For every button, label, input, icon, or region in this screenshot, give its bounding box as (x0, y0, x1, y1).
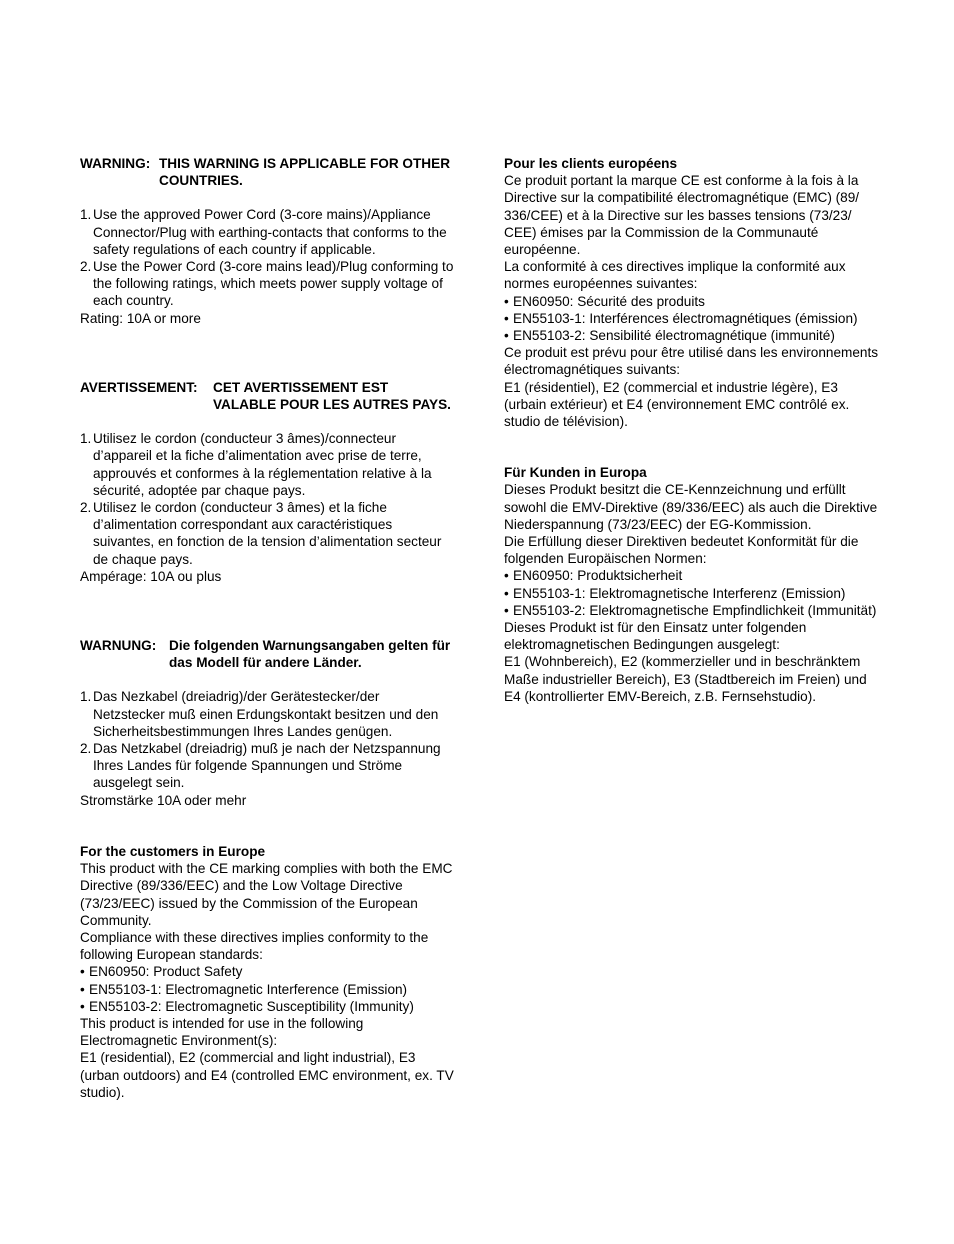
warning-fr-header (80, 379, 454, 413)
warning-en-rating: Rating: 10A or more (80, 310, 201, 326)
warning-fr-list (80, 430, 454, 568)
list-item: 2. Utilisez le cordon (conducteur 3 âmes) et la fiche d’alimentation correspondant aux caractéristiques suivantes, en fonction de la tension d’alimentation secteur de chaque pays. (80, 500, 442, 567)
europe-en-heading: For the customers in Europe (80, 843, 266, 859)
europe-fr-compliance: La conformité à ces directives implique la conformité aux normes européennes suivantes: (504, 259, 846, 292)
list-item: 2. Das Netzkabel (dreiadrig) muß je nach der Netzspannung Ihres Landes für folgende Spannungen und Ströme ausgelegt sein. (80, 741, 441, 791)
warning-de-list (80, 688, 454, 791)
list-item: 1. Use the approved Power Cord (3-core mains)/Appliance Connector/Plug with earthing-contacts that conforms to the safety regulations of each country if applicable. (80, 207, 447, 257)
warning-de-text: Die folgenden Warnungsangaben gelten für das Modell für andere Länder. (169, 638, 451, 671)
europe-de-env-intro: Dieses Produkt ist für den Einsatz unter folgenden elektromagnetischen Bedingungen ausgelegt: (504, 620, 807, 653)
europe-en-compliance: Compliance with these directives implies conformity to the following European standards: (80, 929, 429, 963)
europe-en-intro: This product with the CE marking complies with both the EMC Directive (89/336/EEC) and the Low Voltage Directive (73/23/EEC) issued by the Commission of the European Community. (80, 861, 453, 928)
warning-en-text: THIS WARNING IS APPLICABLE FOR OTHER COUNTRIES. (159, 156, 451, 189)
europe-fr-standards (504, 293, 880, 345)
europe-en-standards (80, 963, 454, 1015)
list-item: • EN55103-2: Elektromagnetische Empfindlichkeit (Immunität) (504, 602, 877, 618)
list-item: 2. Use the Power Cord (3-core mains lead)/Plug conforming to the following ratings, which meets power supply voltage of each country. (80, 259, 454, 309)
right-column (504, 155, 880, 705)
europe-fr-intro: Ce produit portant la marque CE est conforme à la fois à la Directive sur la compatibilité électromagnétique (EMC) (89/ 336/CEE) et à la Directive sur les basses tensions (73/23/ CEE) émises par la Commission de la Communauté européenne. (504, 173, 860, 258)
europe-fr-env-intro: Ce produit est prévu pour être utilisé dans les environnements électromagnétiques suivants: (504, 345, 879, 378)
list-item: • EN55103-2: Sensibilité électromagnétique (immunité) (504, 328, 835, 344)
list-item: 1. Das Nezkabel (dreiadrig)/der Gerätestecker/der Netzstecker muß einen Erdungskontakt besitzen und den Sicherheitsbestimmungen Ihres Landes genügen. (80, 689, 439, 739)
list-item: • EN55103-1: Interférences électromagnétiques (émission) (504, 310, 858, 326)
warning-en-label: WARNING: (80, 156, 151, 171)
list-item: • EN55103-1: Electromagnetic Interference (Emission) (80, 981, 408, 997)
warning-en-list (80, 206, 454, 309)
warning-fr-label: AVERTISSEMENT: (80, 379, 198, 395)
warning-fr-text: CET AVERTISSEMENT EST VALABLE POUR LES AUTRES PAYS. (213, 379, 451, 413)
warning-de-label: WARNUNG: (80, 638, 157, 654)
europe-de-compliance: Die Erfüllung dieser Direktiven bedeutet Konformität für die folgenden Europäischen Normen: (504, 534, 859, 567)
list-item: 1. Utilisez le cordon (conducteur 3 âmes)/connecteur d’appareil et la fiche d’alimentation avec prise de terre, approuvés et conformes à la réglementation relative à la sécurité, adoptée par chaque pays. (80, 431, 432, 498)
warning-fr-rating: Ampérage: 10A ou plus (80, 568, 222, 584)
europe-de-env: E1 (Wohnbereich), E2 (kommerzieller und in beschränktem Maße industrieller Bereich), E3 (Stadtbereich im Freien) und E4 (kontrollierter EMV-Bereich, z.B. Fernsehstudio). (504, 654, 867, 704)
warning-de-rating: Stromstärke 10A oder mehr (80, 792, 247, 808)
warning-en-header (80, 155, 454, 189)
left-column (80, 155, 454, 1101)
europe-fr-env: E1 (résidentiel), E2 (commercial et industrie légère), E3 (urbain extérieur) et E4 (environnement EMC contrôlé ex. studio de télévision). (504, 379, 850, 430)
list-item: • EN60950: Produktsicherheit (504, 568, 683, 584)
europe-en-env-intro: This product is intended for use in the following Electromagnetic Environment(s): (80, 1015, 364, 1049)
europe-de-intro: Dieses Produkt besitzt die CE-Kennzeichnung und erfüllt sowohl die EMV-Direktive (89/336/EEC) als auch die Direktive Niederspannung (73/23/EEC) der EG-Kommission. (504, 482, 878, 532)
warning-de-header (80, 637, 454, 671)
europe-de-heading: Für Kunden in Europa (504, 465, 647, 481)
list-item: • EN60950: Product Safety (80, 964, 243, 980)
europe-en-env: E1 (residential), E2 (commercial and light industrial), E3 (urban outdoors) and E4 (controlled EMC environment, ex. TV studio). (80, 1050, 454, 1100)
list-item: • EN60950: Sécurité des produits (504, 293, 705, 309)
europe-de-standards (504, 567, 880, 619)
list-item: • EN55103-2: Electromagnetic Susceptibility (Immunity) (80, 998, 414, 1014)
europe-fr-heading: Pour les clients européens (504, 156, 678, 171)
list-item: • EN55103-1: Elektromagnetische Interferenz (Emission) (504, 585, 846, 601)
